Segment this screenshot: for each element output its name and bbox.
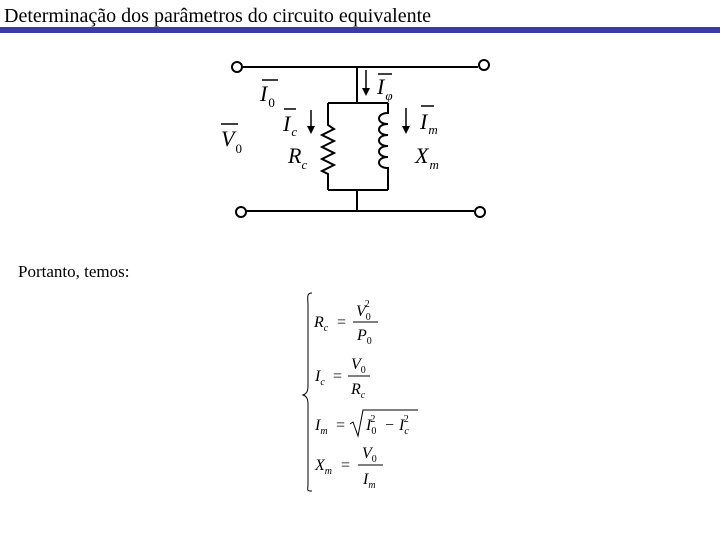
- eq4-lhs: $X_m$: [315, 457, 333, 477]
- terminal-top-left: [232, 62, 242, 72]
- inductor-xm: [379, 103, 388, 190]
- eq3-term1: $I_02$: [366, 414, 377, 437]
- eq4-equals: =: [341, 457, 351, 474]
- eq3-minus: −: [385, 417, 395, 434]
- label-rc: $R_c$: [288, 143, 308, 172]
- eq2-numerator: $V_0$: [351, 356, 366, 376]
- eq2-denominator: $R_c$: [351, 381, 366, 401]
- eq3-equals: =: [336, 417, 346, 434]
- equation-im: [314, 410, 418, 437]
- resistor-rc: [322, 103, 334, 190]
- terminal-top-right: [479, 60, 489, 70]
- label-xm: $X_m$: [415, 143, 439, 172]
- terminal-bottom-right: [475, 207, 485, 217]
- eq2-equals: =: [333, 368, 343, 385]
- eq4-denominator: $I_m$: [363, 471, 376, 491]
- equation-xm: [314, 445, 383, 491]
- eq1-equals: =: [337, 314, 347, 331]
- eq4-numerator: $V_0$: [362, 445, 377, 465]
- body-text: Portanto, temos:: [18, 262, 130, 281]
- label-i0: $I_0$: [260, 81, 275, 110]
- arrow-i-c: [307, 110, 315, 134]
- label-ic: $I_c$: [283, 111, 298, 139]
- eq1-denominator: $P_0$: [357, 327, 372, 347]
- arrow-i-m: [402, 108, 410, 134]
- eq3-lhs: $I_m$: [315, 417, 328, 437]
- slide-title: Determinação dos parâmetros do circuito equivalente: [4, 5, 432, 27]
- arrow-i-phi: [362, 70, 370, 96]
- label-iphi: $I_\varphi$: [377, 74, 393, 103]
- eq3-term2: $I_c2$: [399, 414, 409, 437]
- equation-ic: [314, 356, 370, 401]
- label-im: $I_m$: [420, 109, 438, 137]
- equation-brace: [303, 293, 312, 491]
- eq2-lhs: $I_c$: [315, 368, 325, 388]
- eq1-numerator: $V_02$: [356, 299, 371, 323]
- eq1-lhs: $R_c$: [314, 314, 329, 334]
- terminal-bottom-left: [236, 207, 246, 217]
- equation-rc: [313, 299, 378, 347]
- label-v0: $V_0$: [221, 126, 242, 156]
